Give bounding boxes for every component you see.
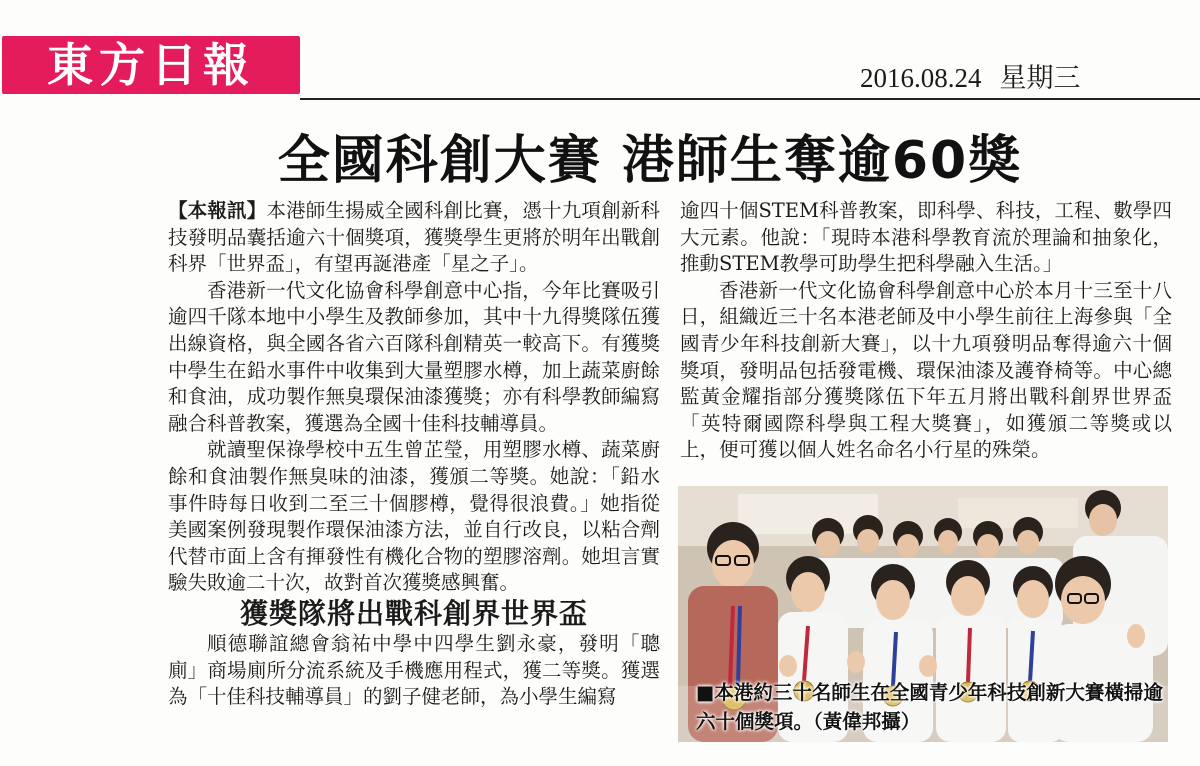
issue-weekday: 星期三 [999, 63, 1081, 93]
article-paragraph: 就讀聖保祿學校中五生曾芷瑩，用塑膠水樽、蔬菜廚餘和食油製作無臭味的油漆，獲頒二等獎。她說：「鉛水事件時每日收到二至三十個膠樽，覺得很浪費。」她指從美國案例發現製作環保油漆方法，並自行改良，以粘合劑代替市面上含有揮發性有機化合物的塑膠溶劑。她坦言實驗失敗逾二十次，故對首次獲獎感興奮。 [168, 438, 660, 595]
article-paragraph: 逾四十個STEM科普教案，即科學、科技，工程、數學四大元素。他說：「現時本港科學教育流於理論和抽象化，推動STEM教學可助學生把科學融入生活。」 [680, 199, 1172, 276]
dateline [860, 62, 1150, 94]
article-column-2 [680, 198, 1172, 464]
news-photo [678, 486, 1168, 742]
photo-caption: ■本港約三十名師生在全國青少年科技創新大賽橫掃逾六十個獎項。（黃偉邦攝） [696, 681, 1163, 733]
article-headline: 全國科創大賽 港師生奪逾60獎 [277, 131, 1023, 191]
article-paragraph: 香港新一代文化協會科學創意中心指，今年比賽吸引逾四千隊本地中小學生及教師參加，其中十九得獎隊伍獲出線資格，與全國各省六百隊科創精英一較高下。有獲獎中學生在鉛水事件中收集到大量塑膠水樽，加上蔬菜廚餘和食油，成功製作無臭環保油漆獲獎；亦有科學教師編寫融合科普教案，獲選為全國十佳科技輔導員。 [168, 278, 660, 435]
header-rule [300, 98, 1200, 100]
article-subheading: 獲獎隊將出戰科創界世界盃 [239, 596, 588, 630]
article-paragraph: 【本報訊】本港師生揚威全國科創比賽，憑十九項創新科技發明品囊括逾六十個獎項，獲獎學生更將於明年出戰創科界「世界盃」，有望再誕港產「星之子」。 [168, 199, 660, 276]
article-paragraph: 順德聯誼總會翁祐中學中四學生劉永豪，發明「聰廁」商場廁所分流系統及手機應用程式，獲二等獎。獲選為「十佳科技輔導員」的劉子健老師，為小學生編寫 [168, 631, 660, 709]
news-tag: 【本報訊】 [168, 199, 267, 222]
issue-date: 2016.08.24 [860, 63, 982, 93]
article-paragraph: 香港新一代文化協會科學創意中心於本月十三至十八日，組織近三十名本港老師及中小學生前往上海參與「全國青少年科技創新大賽」，以十九項發明品奪得逾六十個獎項，發明品包括發電機、環保油漆及護脊椅等。中心總監黃金耀指部分獲獎隊伍下年五月將出戰科創界世界盃「英特爾國際科學與工程大獎賽」，如獲頒二等獎或以上，便可獲以個人姓名命名小行星的殊榮。 [680, 278, 1172, 462]
newspaper-masthead: 東方日報 [2, 36, 300, 94]
article-column-1 [168, 198, 660, 711]
